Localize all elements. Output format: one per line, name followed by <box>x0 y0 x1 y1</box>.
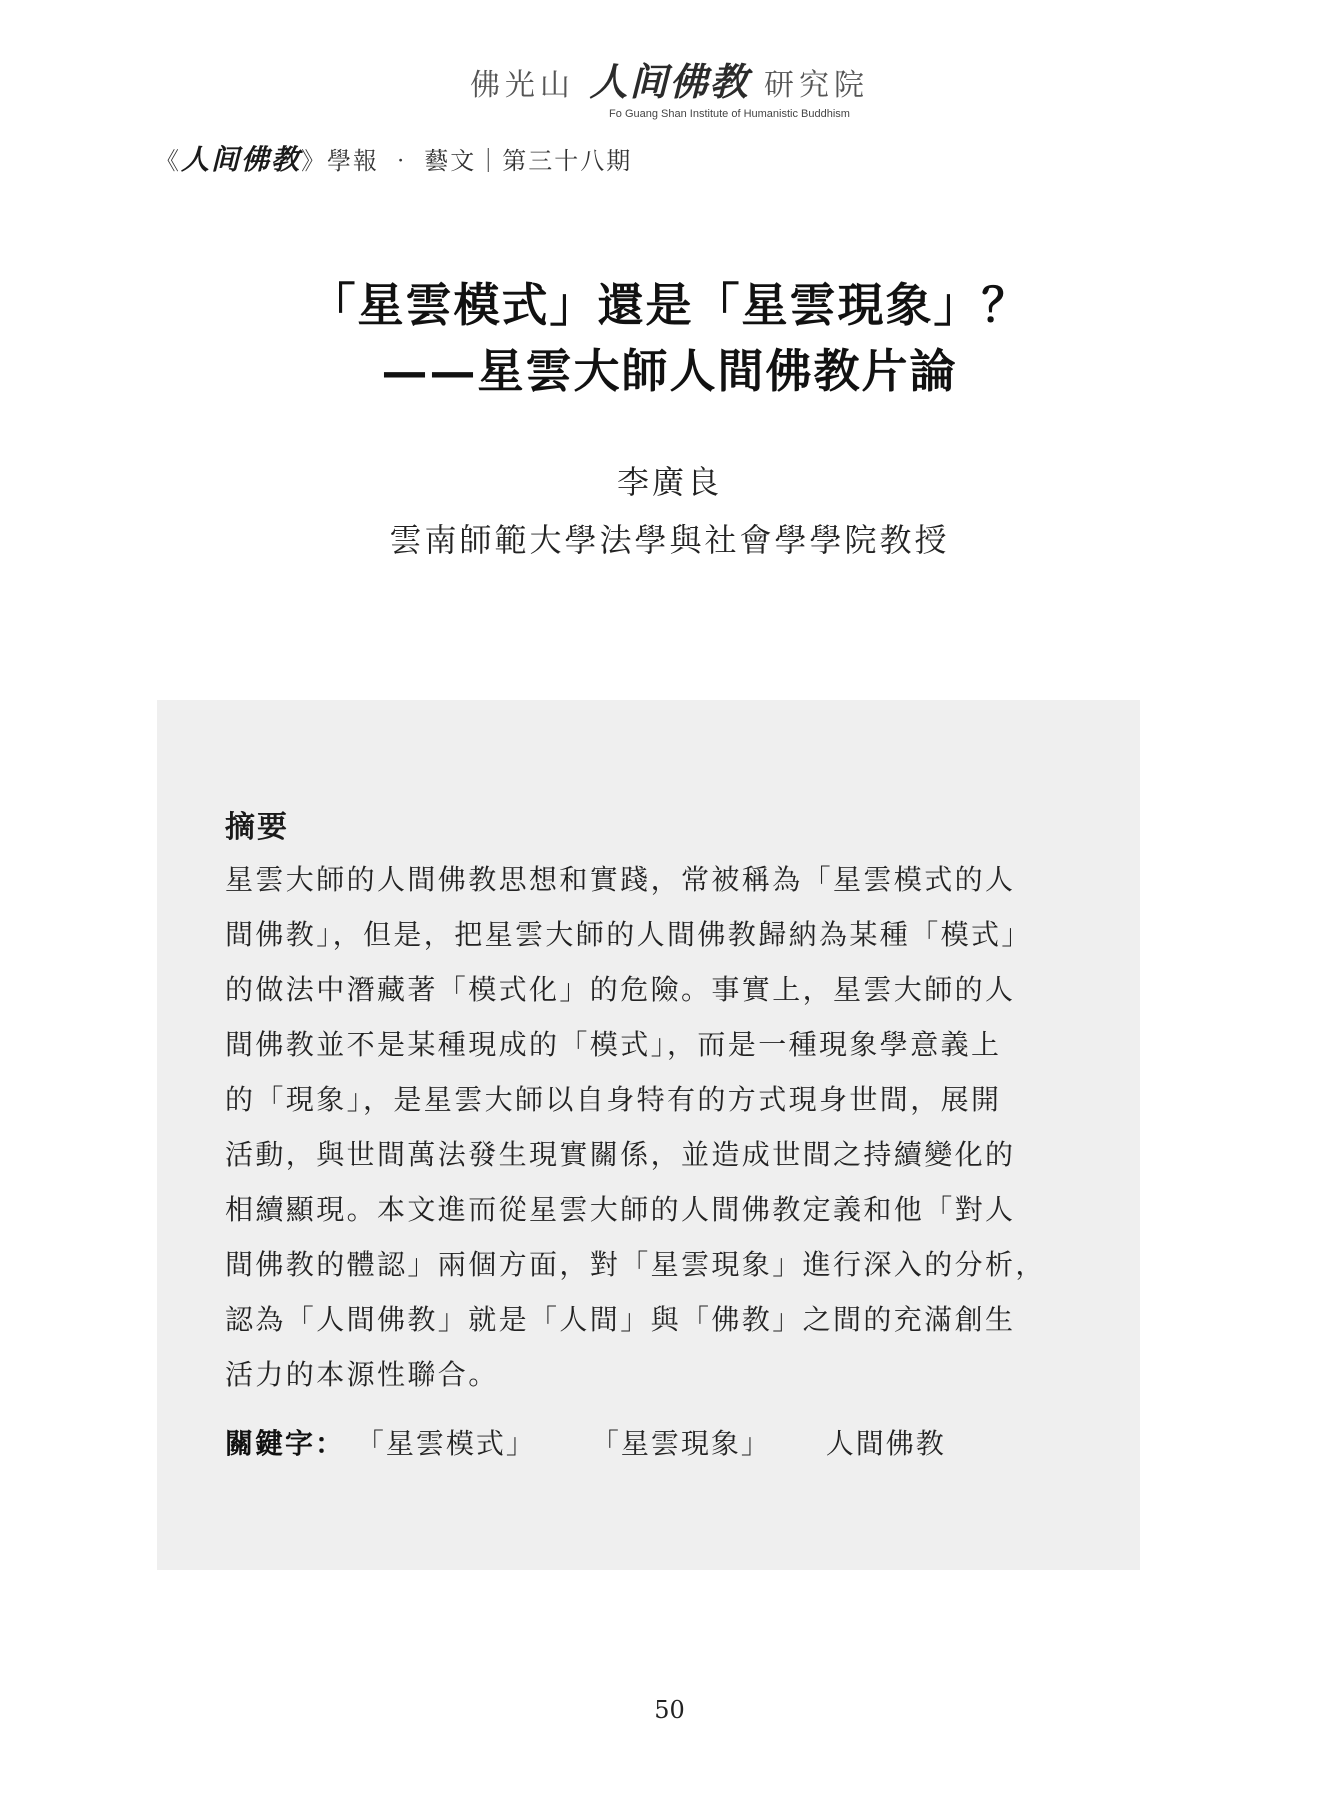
abstract-line: 間佛教並不是某種現成的「模式」，而是一種現象學意義上 <box>225 1028 1002 1061</box>
abstract-line: 的做法中潛藏著「模式化」的危險。事實上，星雲大師的人 <box>225 973 1016 1006</box>
abstract-line: 星雲大師的人間佛教思想和實踐，常被稱為「星雲模式的人 <box>225 863 1016 896</box>
journal-brand-logo: 人间佛教 <box>181 143 302 176</box>
abstract-line: 相續顯現。本文進而從星雲大師的人間佛教定義和他「對人 <box>225 1193 1016 1226</box>
abstract-body <box>225 852 1077 1402</box>
abstract-box <box>157 700 1140 1570</box>
abstract-line: 認為「人間佛教」就是「人間」與「佛教」之間的充滿創生 <box>225 1303 1016 1336</box>
article-title <box>0 272 1339 404</box>
abstract-line: 活動，與世間萬法發生現實關係，並造成世間之持續變化的 <box>225 1138 1016 1171</box>
keywords-label: 關鍵字： <box>225 1427 346 1460</box>
institute-suffix: 研究院 <box>764 68 870 103</box>
institute-name <box>0 62 1339 106</box>
abstract-line: 活力的本源性聯合。 <box>225 1358 499 1391</box>
author-name: 李廣良 <box>616 463 722 501</box>
journal-open-bracket: 《 <box>155 147 181 175</box>
journal-running-header <box>155 138 632 178</box>
journal-issue-info: 》學報 ‧ 藝文｜第三十八期 <box>301 147 633 175</box>
institute-masthead <box>0 62 1339 120</box>
author-info <box>0 458 1339 564</box>
keyword-item: 人間佛教 <box>825 1427 946 1460</box>
keyword-item: 「星雲現象」 <box>590 1427 771 1460</box>
author-affiliation: 雲南師範大學法學與社會學學院教授 <box>389 521 950 559</box>
title-subtitle: ——星雲大師人間佛教片論 <box>381 344 958 398</box>
institute-english-name: Fo Guang Shan Institute of Humanistic Buddhism <box>609 108 850 120</box>
keywords <box>225 1422 990 1462</box>
abstract-line: 間佛教的體認」兩個方面，對「星雲現象」進行深入的分析， <box>225 1248 1046 1281</box>
institute-prefix: 佛光山 <box>469 68 575 103</box>
keyword-item: 「星雲模式」 <box>355 1427 536 1460</box>
abstract-line: 間佛教」，但是，把星雲大師的人間佛教歸納為某種「模式」 <box>225 918 1032 951</box>
title-main: 「星雲模式」還是「星雲現象」？ <box>309 278 1030 332</box>
page-number: 50 <box>654 1696 685 1724</box>
abstract-heading: 摘要 <box>225 810 289 845</box>
abstract-line: 的「現象」，是星雲大師以自身特有的方式現身世間，展開 <box>225 1083 1002 1116</box>
institute-brand-logo: 人间佛教 <box>589 60 750 104</box>
